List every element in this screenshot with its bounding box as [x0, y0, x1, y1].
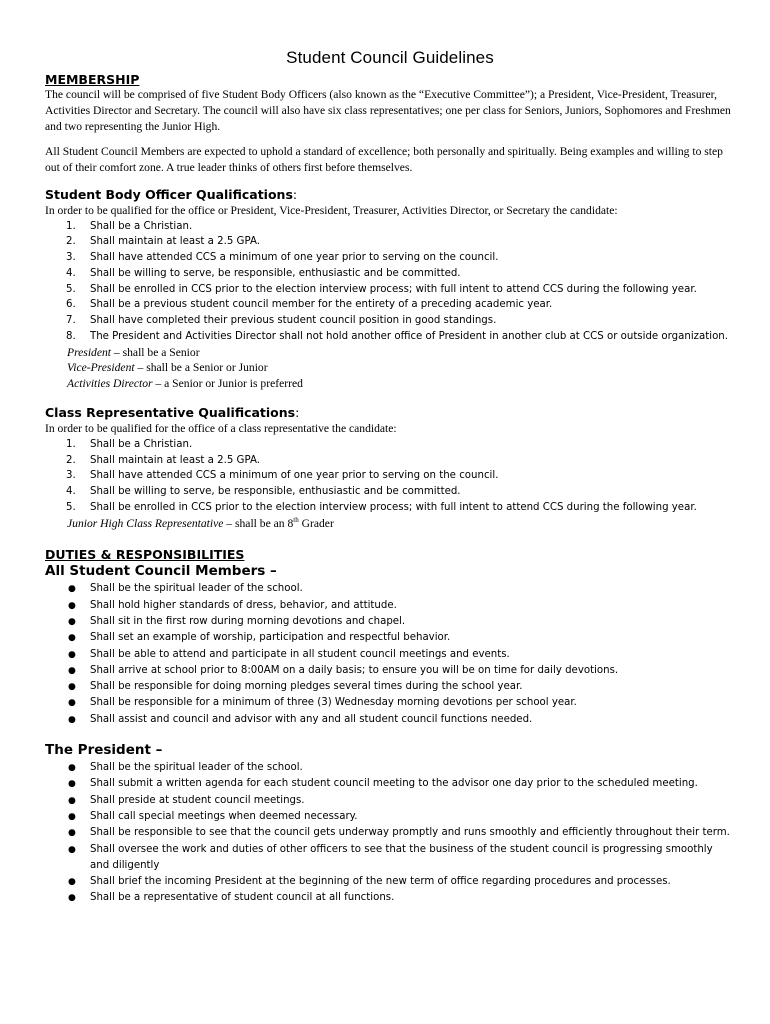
item-text: Shall be responsible for a minimum of three (3) Wednesday morning devotions per school year.: [90, 697, 577, 709]
role-requirement-text-end: Grader: [298, 516, 334, 530]
item-number: 5.: [66, 283, 76, 295]
item-text: Shall have completed their previous student council position in good standings.: [90, 315, 497, 327]
bullet-icon: ●: [68, 698, 76, 709]
bullet-icon: ●: [68, 811, 76, 822]
bullet-icon: ●: [68, 795, 76, 806]
membership-paragraph-2: All Student Council Members are expected to uphold a standard of excellence; both personally and spiritually. Being examples and willing to step out of their comfort zone. A true leader thinks of others first before themselves.: [45, 145, 723, 174]
role-requirement-vice-president: [67, 360, 735, 376]
bullet-icon: ●: [68, 665, 76, 676]
role-name: Activities Director: [67, 376, 153, 390]
list-item: [68, 647, 735, 663]
role-requirement-text: – shall be an 8: [223, 516, 294, 530]
item-text: Shall be a representative of student council at all functions.: [90, 892, 395, 904]
bullet-icon: ●: [68, 893, 76, 904]
list-item: [68, 842, 735, 875]
item-number: 4.: [66, 486, 76, 498]
item-number: 8.: [66, 331, 76, 343]
bullet-icon: ●: [68, 682, 76, 693]
duties-heading: DUTIES & RESPONSIBILITIES: [45, 547, 245, 563]
list-item: [66, 282, 735, 298]
item-number: 6.: [66, 299, 76, 311]
item-text: Shall maintain at least a 2.5 GPA.: [90, 454, 260, 466]
item-number: 2.: [66, 454, 76, 466]
item-text: Shall be the spiritual leader of the school.: [90, 583, 303, 595]
item-text: Shall call special meetings when deemed necessary.: [90, 810, 358, 822]
item-text: Shall arrive at school prior to 8:00AM on a daily basis; to ensure you will be on time for daily devotions.: [90, 664, 619, 676]
item-text: Shall oversee the work and duties of other officers to see that the business of the student council is progressing smoothly and diligently: [90, 843, 713, 871]
class-rep-qualifications-heading-text: Class Representative Qualifications: [45, 405, 296, 421]
item-text: Shall preside at student council meetings.: [90, 794, 305, 806]
president-duties-list: [45, 760, 735, 907]
item-text: The President and Activities Director shall not hold another office of President in another club at CCS or outside organization.: [90, 331, 729, 343]
list-item: [66, 437, 735, 453]
bullet-icon: ●: [68, 877, 76, 888]
officer-role-requirements: [45, 345, 735, 392]
item-number: 1.: [66, 220, 76, 232]
item-text: Shall be able to attend and participate in all student council meetings and events.: [90, 648, 510, 660]
officer-qualifications-heading-text: Student Body Officer Qualifications: [45, 187, 293, 202]
list-item: [68, 630, 735, 646]
bullet-icon: ●: [68, 649, 76, 660]
item-text: Shall be willing to serve, be responsible, enthusiastic and be committed.: [90, 267, 461, 279]
class-rep-qualifications-list: [45, 437, 735, 516]
page-title: Student Council Guidelines: [286, 48, 494, 67]
class-rep-qualifications-section: [45, 405, 735, 531]
list-item: [68, 874, 735, 890]
class-rep-qualifications-intro: In order to be qualified for the office of a class representative the candidate:: [45, 422, 397, 436]
bullet-icon: ●: [68, 584, 76, 595]
item-number: 4.: [66, 267, 76, 279]
item-text: Shall hold higher standards of dress, behavior, and attitude.: [90, 599, 397, 611]
officer-qualifications-intro: In order to be qualified for the office or President, Vice-President, Treasurer, Activities Director, or Secretary the candidate:: [45, 204, 618, 217]
bullet-icon: ●: [68, 633, 76, 644]
bullet-icon: ●: [68, 600, 76, 611]
list-item: [68, 890, 735, 906]
role-name: Vice-President: [67, 361, 135, 375]
list-item: [66, 219, 735, 235]
officer-qualifications-colon: :: [292, 187, 298, 202]
all-members-heading: All Student Council Members –: [45, 563, 277, 580]
membership-heading: MEMBERSHIP: [45, 72, 140, 87]
item-text: Shall be enrolled in CCS prior to the election interview process; with full intent to attend CCS during the following year.: [90, 502, 697, 514]
item-text: Shall be responsible to see that the council gets underway promptly and runs smoothly and efficiently throughout their term.: [90, 827, 730, 839]
item-text: Shall be responsible for doing morning pledges several times during the school year.: [90, 681, 523, 693]
item-number: 3.: [66, 252, 76, 264]
list-item: [68, 825, 735, 841]
item-text: Shall brief the incoming President at the beginning of the new term of office regarding procedures and processes.: [90, 876, 671, 888]
bullet-icon: ●: [68, 616, 76, 627]
list-item: [66, 250, 735, 266]
role-requirement-text: – shall be a Senior: [111, 345, 200, 359]
duties-section: [45, 547, 735, 906]
item-text: Shall set an example of worship, participation and respectful behavior.: [90, 632, 451, 644]
all-members-duties-list: [45, 581, 735, 728]
list-item: [68, 695, 735, 711]
membership-paragraph-1: The council will be comprised of five Student Body Officers (also known as the “Executive Committee”); a President, Vice-President, Treasurer, Activities Director and Secretary. The council will also have six class representatives; one per class for Seniors, Juniors, Sophomores and Freshmen and two representing the Junior High.: [45, 88, 731, 133]
class-rep-qualifications-colon: :: [295, 405, 300, 421]
item-text: Shall have attended CCS a minimum of one year prior to serving on the council.: [90, 252, 499, 264]
item-number: 7.: [66, 315, 76, 327]
bullet-icon: ●: [68, 844, 76, 855]
list-item: [68, 712, 735, 728]
officer-qualifications-list: [45, 219, 735, 345]
item-text: Shall be a Christian.: [90, 438, 193, 450]
list-item: [66, 468, 735, 484]
bullet-icon: ●: [68, 714, 76, 725]
list-item: [66, 453, 735, 469]
item-text: Shall maintain at least a 2.5 GPA.: [90, 236, 260, 248]
list-item: [68, 679, 735, 695]
role-requirement-president: [67, 345, 735, 361]
list-item: [66, 500, 735, 516]
junior-high-rep-requirement: [45, 516, 735, 532]
item-number: 2.: [66, 236, 76, 248]
list-item: [66, 484, 735, 500]
item-text: Shall be willing to serve, be responsible, enthusiastic and be committed.: [90, 486, 461, 498]
item-text: Shall be a Christian.: [90, 220, 193, 232]
role-name: Junior High Class Representative: [67, 516, 224, 530]
item-number: 1.: [66, 438, 76, 450]
list-item: [68, 793, 735, 809]
ordinal-suffix: th: [293, 516, 299, 524]
item-text: Shall be a previous student council member for the entirety of a preceding academic year.: [90, 299, 553, 311]
item-text: Shall sit in the first row during morning devotions and chapel.: [90, 615, 406, 627]
list-item: [66, 313, 735, 329]
officer-qualifications-section: [45, 187, 735, 391]
document-page: [45, 48, 735, 907]
list-item: [66, 329, 735, 345]
list-item: [68, 598, 735, 614]
item-text: Shall submit a written agenda for each student council meeting to the advisor one day prior to the scheduled meeting.: [90, 778, 698, 790]
list-item: [68, 663, 735, 679]
list-item: [68, 760, 735, 776]
list-item: [68, 614, 735, 630]
list-item: [68, 776, 735, 792]
membership-section: [45, 72, 735, 176]
class-rep-qualifications-heading: [45, 405, 735, 421]
role-requirement-text: – shall be a Senior or Junior: [134, 361, 268, 375]
list-item: [68, 809, 735, 825]
bullet-icon: ●: [68, 763, 76, 774]
list-item: [66, 297, 735, 313]
role-name: President: [67, 345, 112, 359]
item-text: Shall have attended CCS a minimum of one year prior to serving on the council.: [90, 470, 499, 482]
list-item: [66, 234, 735, 250]
president-duties-heading: The President –: [45, 742, 163, 759]
role-requirement-text: – a Senior or Junior is preferred: [152, 376, 303, 390]
item-text: Shall be enrolled in CCS prior to the election interview process; with full intent to attend CCS during the following year.: [90, 283, 697, 295]
role-requirement-activities-director: [67, 376, 735, 392]
item-number: 5.: [66, 502, 76, 514]
item-number: 3.: [66, 470, 76, 482]
list-item: [66, 266, 735, 282]
bullet-icon: ●: [68, 779, 76, 790]
list-item: [68, 581, 735, 597]
item-text: Shall be the spiritual leader of the school.: [90, 762, 303, 774]
bullet-icon: ●: [68, 828, 76, 839]
officer-qualifications-heading: [45, 187, 735, 203]
item-text: Shall assist and council and advisor with any and all student council functions needed.: [90, 713, 533, 725]
